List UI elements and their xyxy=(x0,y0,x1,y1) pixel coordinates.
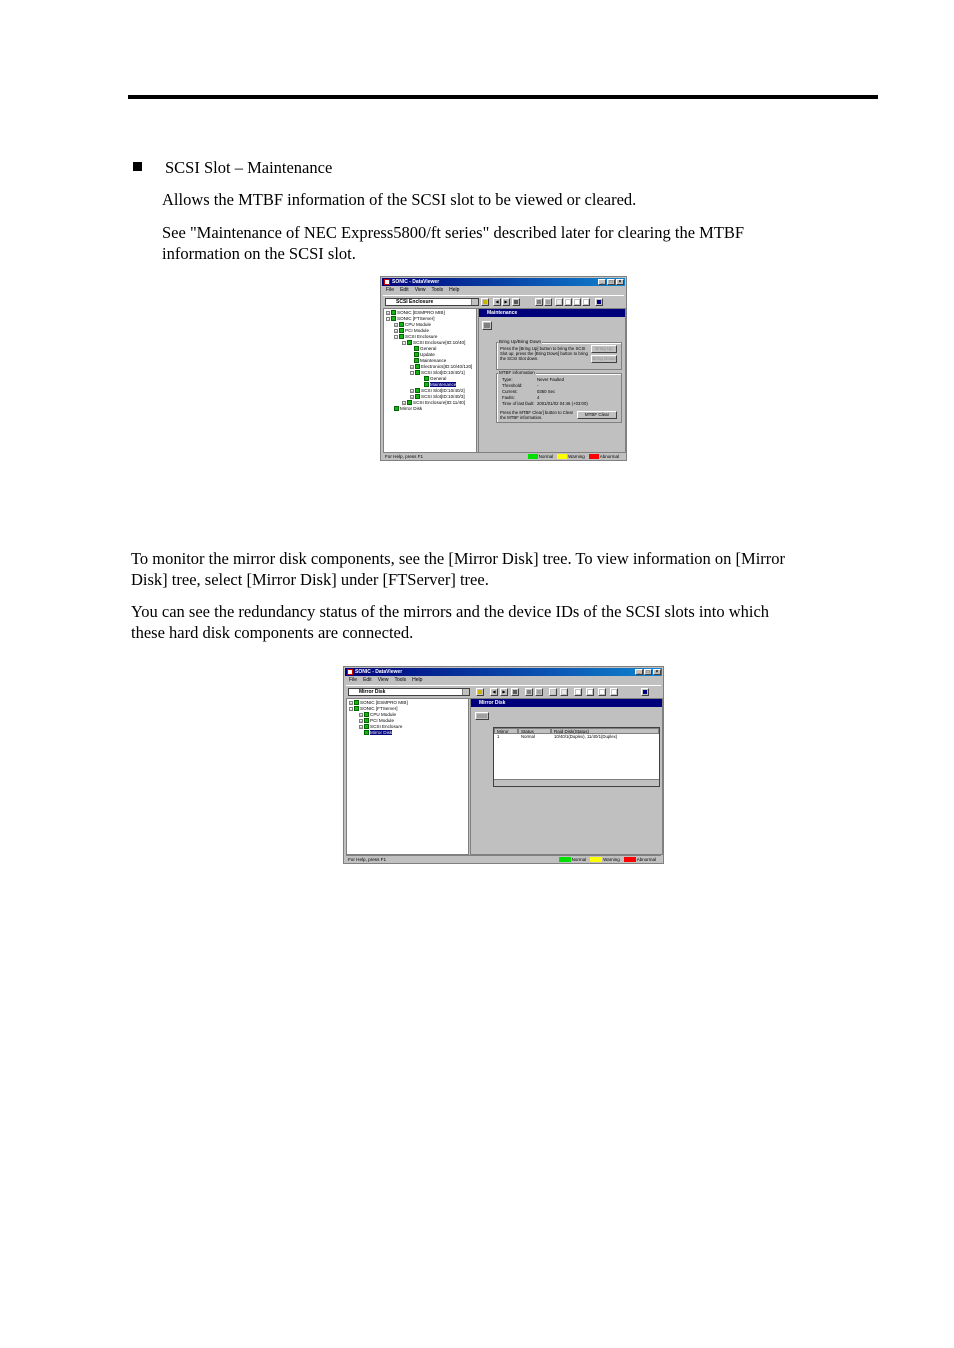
status-bar xyxy=(346,855,661,862)
combo-value: SCSI Enclosure xyxy=(396,299,434,305)
print-button[interactable] xyxy=(535,298,543,306)
details-view-button[interactable] xyxy=(598,688,606,696)
tree-node-selected[interactable]: Mirror Disk xyxy=(364,730,392,736)
status-text: For Help, press F1 xyxy=(385,454,424,459)
list-view-button[interactable] xyxy=(586,688,594,696)
refresh-button[interactable] xyxy=(512,298,520,306)
tree-node[interactable]: + Electronics[ID:10/40/120] xyxy=(411,364,473,369)
tree-node[interactable]: General xyxy=(414,346,436,352)
window-title: SONIC - DataViewer xyxy=(355,669,403,675)
minimize-button[interactable]: _ xyxy=(635,669,643,675)
tree-node[interactable]: Maintenance xyxy=(414,358,446,364)
tree-node[interactable]: - SONIC [FTServer] xyxy=(387,316,435,321)
cell-raid-disk: 10/40/1(Duplex), 11/40/1(Duplex) xyxy=(554,734,618,739)
bring-down-button[interactable]: Bring Down xyxy=(592,356,616,361)
close-button[interactable]: × xyxy=(616,279,624,285)
bullet-square-icon xyxy=(133,162,142,171)
mtbf-label: Time of last fault: xyxy=(502,401,535,406)
header-rule xyxy=(128,95,878,99)
small-icons-button[interactable] xyxy=(564,298,572,306)
legend-abnormal-swatch xyxy=(624,857,636,862)
combo-value: Mirror Disk xyxy=(359,689,386,695)
mirror-disk-icon xyxy=(475,712,489,720)
tree-pane xyxy=(383,308,477,453)
print-button[interactable] xyxy=(525,688,533,696)
tree-node[interactable]: - SONIC [FTServer] xyxy=(350,706,398,711)
cell-mirror: 1 xyxy=(497,734,500,739)
legend-warning: Warning xyxy=(568,454,585,459)
horizontal-scrollbar[interactable] xyxy=(494,779,659,786)
tree-node[interactable]: - SCSI Slot[ID:10/40/1] xyxy=(411,370,465,375)
tree-node[interactable]: + SCSI Slot[ID:10/40/3] xyxy=(411,394,465,399)
bring-text-1: Press the [Bring Up] button to bring the SCSI xyxy=(500,346,586,351)
folder-up-button[interactable] xyxy=(481,298,489,306)
title-bar xyxy=(345,668,662,676)
mirror-para2-line1: You can see the redundancy status of the mirrors and the device IDs of the SCSI slots into which xyxy=(131,602,770,621)
maximize-button[interactable]: □ xyxy=(644,669,652,675)
legend-warning-swatch xyxy=(590,857,602,862)
tree-node[interactable]: - SCSI Enclosure[ID:10/40] xyxy=(403,340,466,345)
status-legend xyxy=(528,453,622,460)
tree-node[interactable]: General xyxy=(424,376,446,382)
legend-normal-swatch xyxy=(528,454,538,459)
tree-node[interactable]: Update xyxy=(414,352,435,358)
clear-text-1: Press the MTBF Clear] button to Clear xyxy=(500,410,574,415)
menu-tools[interactable]: Tools xyxy=(394,677,407,683)
back-button[interactable] xyxy=(493,298,501,306)
tree-node[interactable]: + PCI Module xyxy=(360,718,395,723)
column-header-mirror[interactable]: Mirror xyxy=(494,728,518,734)
status-text: For Help, press F1 xyxy=(348,857,387,862)
mtbf-label: Threshold: xyxy=(502,383,523,388)
small-icons-button[interactable] xyxy=(574,688,582,696)
mirror-list-view[interactable] xyxy=(493,727,660,787)
forward-button[interactable] xyxy=(500,688,508,696)
large-icons-button[interactable] xyxy=(555,298,563,306)
section-heading: SCSI Slot – Maintenance xyxy=(165,158,333,177)
title-bar xyxy=(382,278,625,286)
detail-pane-title: Mirror Disk xyxy=(471,699,662,707)
properties-button[interactable] xyxy=(535,688,543,696)
section-note-line1: See "Maintenance of NEC Express5800/ft series" described later for clearing the MTBF xyxy=(162,223,745,242)
mtbf-label: Faults: xyxy=(502,395,515,400)
properties-button[interactable] xyxy=(544,298,552,306)
cell-status: Normal xyxy=(521,734,535,739)
details-view-button[interactable] xyxy=(582,298,590,306)
legend-abnormal: Abnormal xyxy=(599,454,619,459)
tree-node[interactable]: + SONIC [ESMPRO MIB] xyxy=(387,310,445,315)
tree-node[interactable]: + SONIC [ESMPRO MIB] xyxy=(350,700,408,705)
minimize-button[interactable]: _ xyxy=(598,279,606,285)
dataviewer-window-maintenance xyxy=(380,276,627,461)
bring-text-2: Slot up, press the [Bring Down] button to bring xyxy=(500,351,588,356)
bring-text-3: the SCSI Slot down. xyxy=(500,356,539,361)
column-header-raid-disk[interactable]: Raid Disk(Status) xyxy=(551,728,659,734)
app-icon xyxy=(384,279,390,285)
menu-tools[interactable]: Tools xyxy=(431,287,444,293)
mirror-para2-line2: these hard disk components are connected. xyxy=(131,623,414,642)
mtbf-group-label: MTBF information xyxy=(499,370,535,375)
clear-text-2: the MTBF information. xyxy=(500,415,543,420)
menu-bar xyxy=(383,287,624,294)
refresh-button[interactable] xyxy=(511,688,519,696)
status-bar xyxy=(383,452,624,459)
legend-abnormal-swatch xyxy=(589,454,599,459)
mtbf-value: 0360 Sec xyxy=(537,389,556,394)
menu-view[interactable]: View xyxy=(414,287,426,293)
details-alt-button[interactable] xyxy=(610,688,618,696)
help-button[interactable] xyxy=(641,688,649,696)
menu-edit[interactable]: Edit xyxy=(400,287,409,293)
legend-normal-swatch xyxy=(559,857,571,862)
back-button[interactable] xyxy=(490,688,498,696)
mirror-para1-line1: To monitor the mirror disk components, see the [Mirror Disk] tree. To view information on [Mirror xyxy=(131,549,786,568)
detail-pane-title: Maintenance xyxy=(479,309,625,317)
menu-view[interactable]: View xyxy=(377,677,389,683)
section-description: Allows the MTBF information of the SCSI slot to be viewed or cleared. xyxy=(162,190,637,209)
mtbf-value: 2001/01/02 04:46 (+03:00) xyxy=(537,401,588,406)
tree-pane xyxy=(346,698,469,855)
forward-button[interactable] xyxy=(502,298,510,306)
tree-combo[interactable] xyxy=(348,688,470,696)
menu-help[interactable]: Help xyxy=(412,677,423,683)
tree-node[interactable]: Mirror Disk xyxy=(394,406,422,412)
bring-group-label: Bring Up/Bring Down xyxy=(499,339,542,344)
dataviewer-window-mirror-disk xyxy=(343,666,664,864)
mtbf-clear-button[interactable]: MTBF Clear xyxy=(577,411,617,419)
column-header-status[interactable]: Status xyxy=(518,728,551,734)
close-button[interactable]: × xyxy=(653,669,661,675)
toolbar xyxy=(346,685,661,699)
detail-pane xyxy=(478,308,626,453)
menu-file[interactable]: File xyxy=(349,677,358,683)
chevron-down-icon[interactable] xyxy=(462,689,469,695)
menu-bar xyxy=(346,677,661,684)
tree-node[interactable]: - SCSI Enclosure xyxy=(395,334,438,339)
tree-node[interactable]: + PCI Module xyxy=(395,328,430,333)
legend-warning-swatch xyxy=(557,454,567,459)
mtbf-label: Type: xyxy=(502,377,513,382)
tree-node[interactable]: + CPU Module xyxy=(395,322,432,327)
app-icon xyxy=(347,669,353,675)
menu-edit[interactable]: Edit xyxy=(363,677,372,683)
section-note-line2: information on the SCSI slot. xyxy=(162,244,356,263)
tree-node[interactable]: + SCSI Enclosure xyxy=(360,724,403,729)
tree-node[interactable]: + SCSI Slot[ID:10/40/2] xyxy=(411,388,465,393)
tree-node[interactable]: + CPU Module xyxy=(360,712,397,717)
folder-up-button[interactable] xyxy=(476,688,484,696)
mtbf-value: Never Faulted xyxy=(537,377,564,382)
maintenance-icon xyxy=(482,321,492,330)
legend-normal: Normal xyxy=(538,454,554,459)
tree-node-selected[interactable]: Maintenance xyxy=(424,382,456,388)
mtbf-value: - xyxy=(537,383,539,388)
window-title: SONIC - DataViewer xyxy=(392,279,440,285)
tree-node[interactable]: + SCSI Enclosure[ID:11/40] xyxy=(403,400,466,405)
help-button[interactable] xyxy=(595,298,603,306)
chevron-down-icon[interactable] xyxy=(471,299,478,305)
toolbar xyxy=(383,295,624,309)
mtbf-label: Current: xyxy=(502,389,518,394)
status-legend xyxy=(559,856,659,863)
menu-file[interactable]: File xyxy=(386,287,395,293)
detail-pane xyxy=(470,698,663,855)
legend-abnormal: Abnormal xyxy=(636,857,656,862)
legend-warning: Warning xyxy=(603,857,620,862)
list-view-button[interactable] xyxy=(573,298,581,306)
find-button[interactable] xyxy=(549,688,557,696)
mtbf-value: 4 xyxy=(537,395,540,400)
mirror-para1-line2: Disk] tree, select [Mirror Disk] under [FTServer] tree. xyxy=(131,570,489,589)
maximize-button[interactable]: □ xyxy=(607,279,615,285)
large-icons-button[interactable] xyxy=(560,688,568,696)
tree-combo[interactable] xyxy=(385,298,479,306)
legend-normal: Normal xyxy=(571,857,587,862)
menu-help[interactable]: Help xyxy=(449,287,460,293)
bring-up-button[interactable]: Bring Up xyxy=(591,345,617,353)
